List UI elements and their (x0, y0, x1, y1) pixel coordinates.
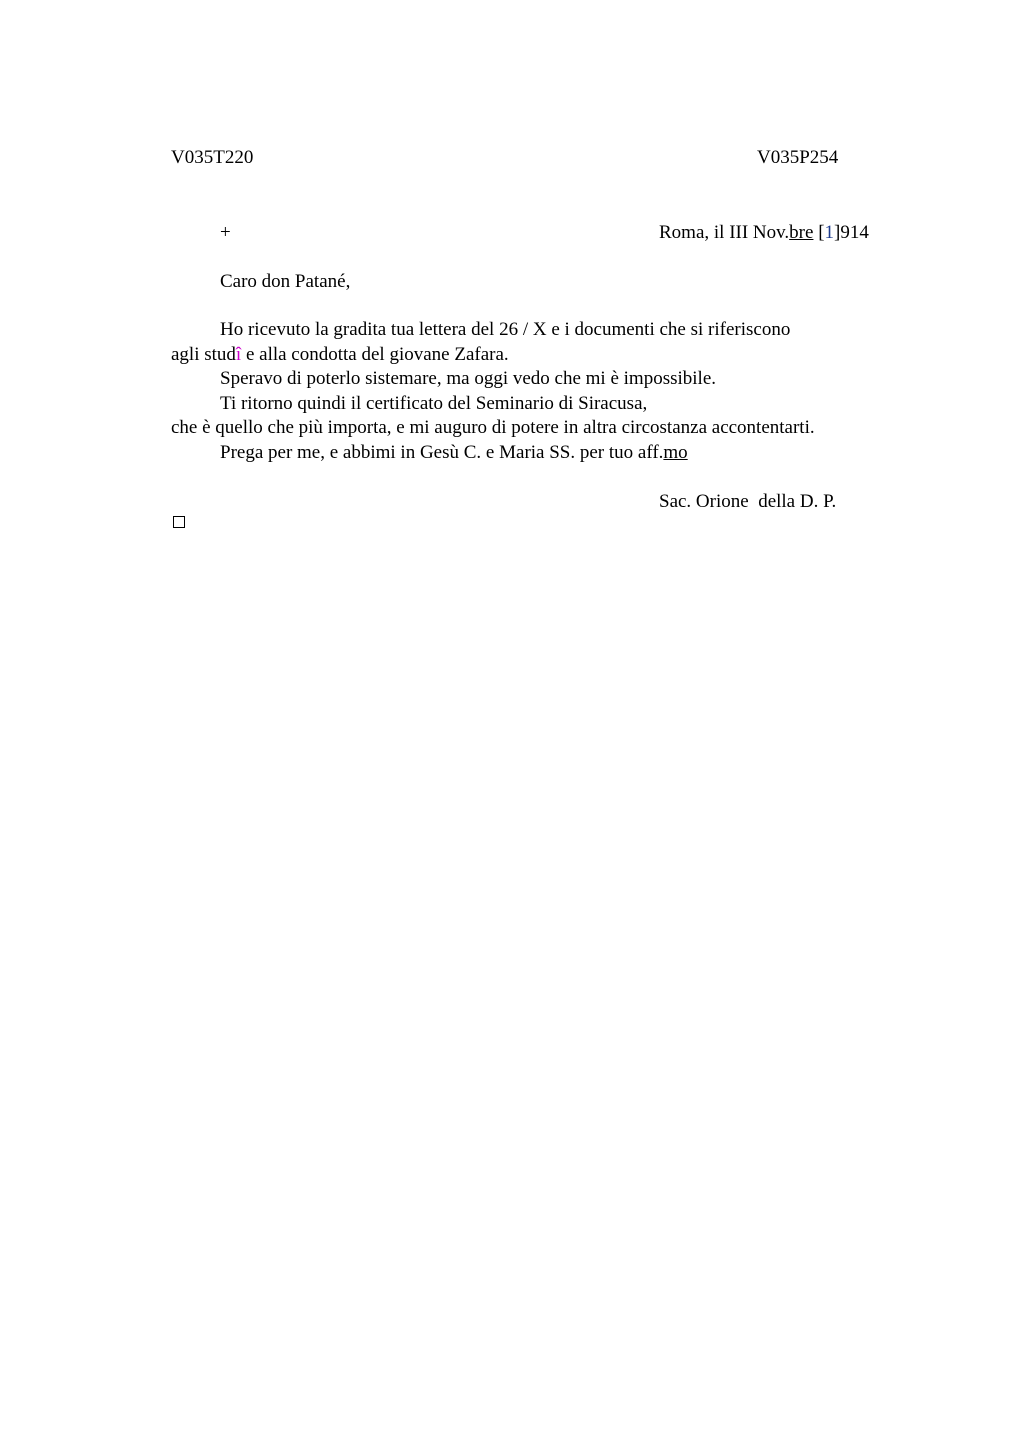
right-code: V035P254 (757, 147, 839, 168)
left-code: V035T220 (171, 147, 254, 168)
body-line-4: Ti ritorno quindi il certificato del Seminario di Siracusa, (220, 393, 648, 414)
bracket-open: [ (813, 222, 825, 243)
editorial-digit: 1 (824, 222, 835, 243)
body-line-2-a: agli stud (171, 344, 236, 365)
place-date-prefix: Roma, il III Nov. (659, 222, 790, 243)
cross-mark: + (220, 222, 231, 243)
body-line-3: Speravo di poterlo sistemare, ma oggi vedo che mi è impossibile. (220, 368, 717, 389)
signature: Sac. Orione della D. P. (659, 491, 837, 512)
place-date (659, 221, 869, 246)
salutation: Caro don Patané, (220, 271, 351, 292)
body-line-6-a: Prega per me, e abbimi in Gesù C. e Maria SS. per tuo aff. (220, 442, 664, 463)
highlighted-char: î (235, 344, 242, 365)
month-superscript: bre (789, 222, 814, 243)
checkbox-square-icon (173, 516, 185, 528)
body-line-6 (220, 441, 688, 466)
bracket-close-year: ]914 (834, 222, 869, 243)
body-line-1: Ho ricevuto la gradita tua lettera del 26 / X e i documenti che si riferiscono (220, 319, 791, 340)
closing-superscript: mo (663, 442, 688, 463)
body-line-2 (171, 343, 509, 368)
body-line-5: che è quello che più importa, e mi auguro di potere in altra circostanza accontentarti. (171, 417, 815, 438)
body-line-2-b: e alla condotta del giovane Zafara. (241, 344, 509, 365)
